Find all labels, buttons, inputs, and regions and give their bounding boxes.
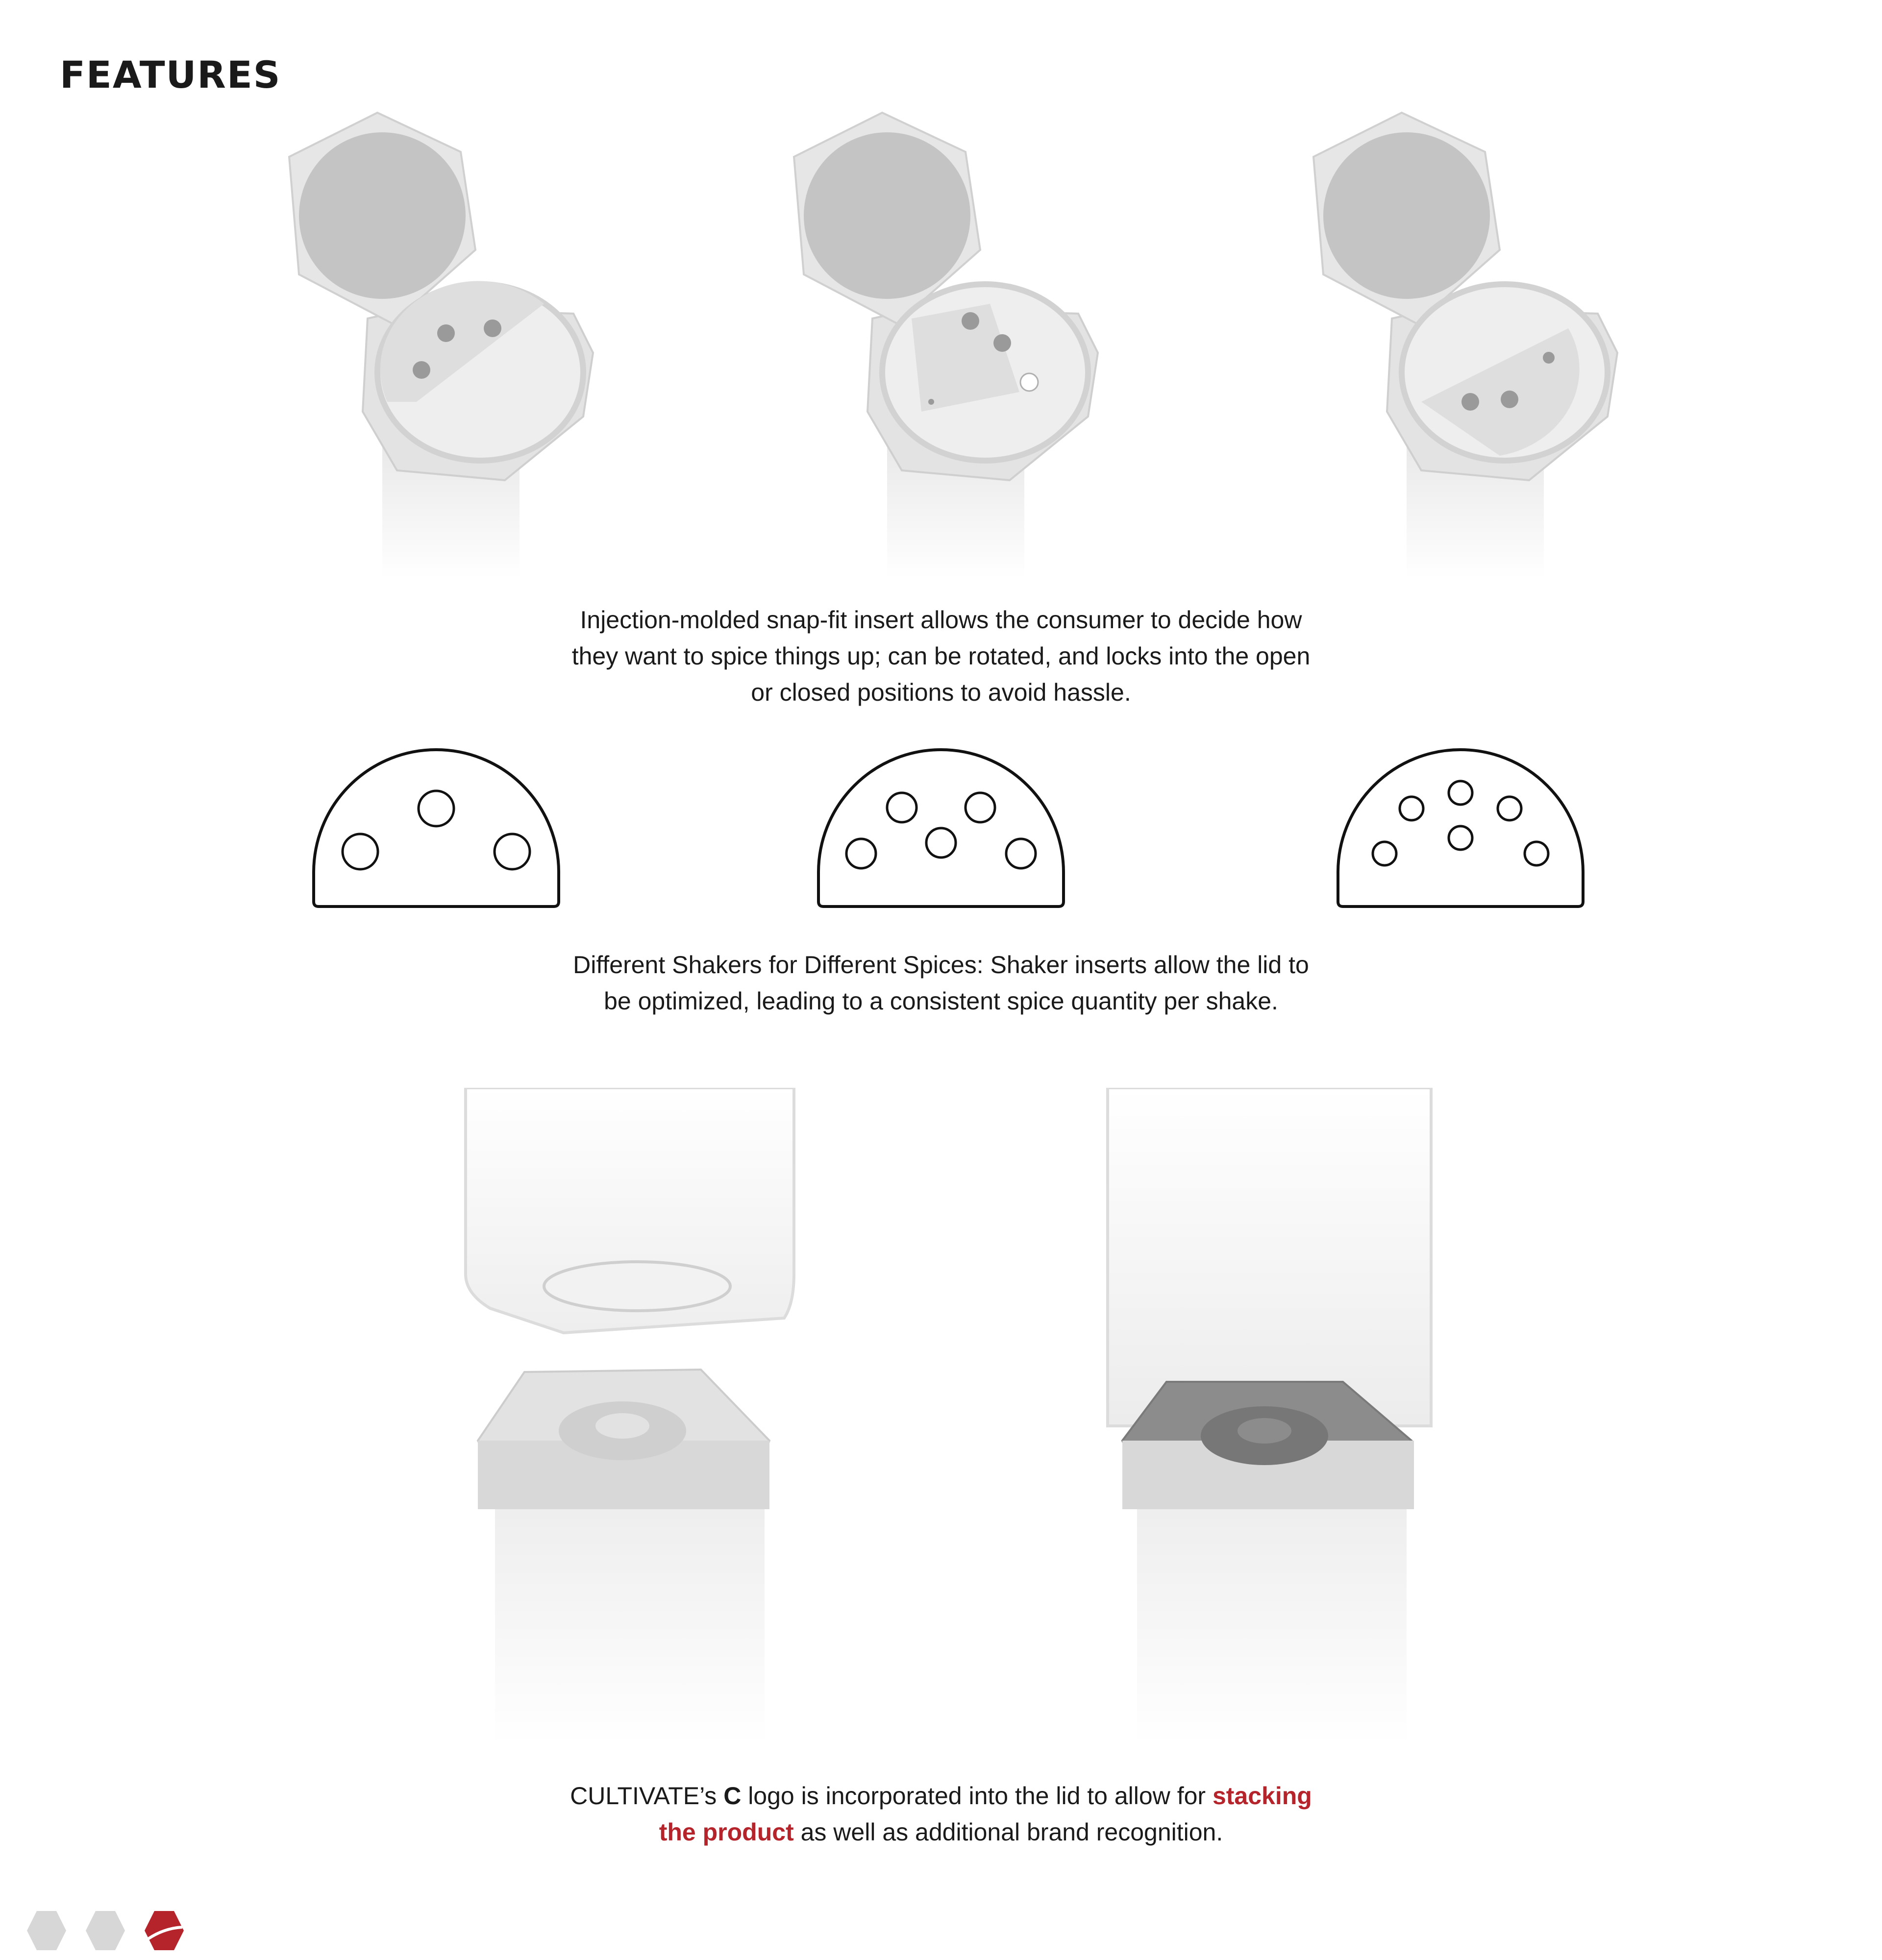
shaker-hole (1543, 352, 1555, 364)
insert-closed-position-render (270, 98, 613, 588)
page-title: FEATURES (60, 53, 281, 97)
lid-separated-render (441, 1088, 833, 1744)
insert-caption (451, 602, 1431, 710)
shaker-hole (1020, 373, 1038, 391)
shakers-caption (451, 947, 1431, 1019)
highlight-the-product: the product (659, 1818, 794, 1846)
caption-text: as well as additional brand recognition. (793, 1818, 1223, 1846)
lid-seal (1323, 132, 1490, 299)
page-indicator (25, 1909, 201, 1953)
caption-line (451, 1778, 1431, 1814)
shaker-hole (437, 324, 455, 342)
upper-jar (1108, 1088, 1431, 1426)
caption-line: Different Shakers for Different Spices: Shaker inserts allow the lid to (573, 951, 1309, 979)
caption-line (451, 1814, 1431, 1850)
caption-line: they want to spice things up; can be rotated, and locks into the open (571, 642, 1311, 670)
shaker-hole (962, 312, 979, 330)
shaker-hole (993, 334, 1011, 352)
logo-caption (451, 1778, 1431, 1850)
shaker-hole (484, 319, 501, 337)
lid-seal (804, 132, 970, 299)
insert-open-position-render (1294, 98, 1637, 588)
caption-text: CULTIVATE’s (570, 1782, 724, 1810)
shaker-hole (928, 399, 934, 405)
lid-seal (299, 132, 466, 299)
caption-line: or closed positions to avoid hassle. (751, 679, 1131, 706)
page-dot-2[interactable] (86, 1911, 125, 1950)
jar-neck (544, 1262, 730, 1311)
shaker-diagram-5-holes (818, 750, 1064, 906)
lid-stacked-render (1078, 1088, 1470, 1744)
shaker-diagram-6-holes (1338, 750, 1583, 906)
shaker-hole (413, 361, 430, 379)
shaker-diagram-3-holes (314, 750, 559, 906)
caption-text: logo is incorporated into the lid to allow for (741, 1782, 1213, 1810)
page-dot-1[interactable] (27, 1911, 66, 1950)
highlight-stacking: stacking (1212, 1782, 1312, 1810)
caption-line: be optimized, leading to a consistent spice quantity per shake. (604, 987, 1278, 1015)
shaker-insert-diagrams (294, 745, 1617, 911)
shaker-hole (1461, 393, 1479, 411)
insert-half-open-render (774, 98, 1117, 588)
lower-jar (495, 1509, 765, 1744)
caption-line: Injection-molded snap-fit insert allows the consumer to decide how (580, 606, 1302, 634)
shaker-hole (1501, 391, 1518, 408)
c-logo-icon (595, 1413, 649, 1439)
c-logo-icon (1238, 1418, 1291, 1444)
lower-jar (1137, 1509, 1407, 1744)
c-letter: C (723, 1782, 742, 1810)
